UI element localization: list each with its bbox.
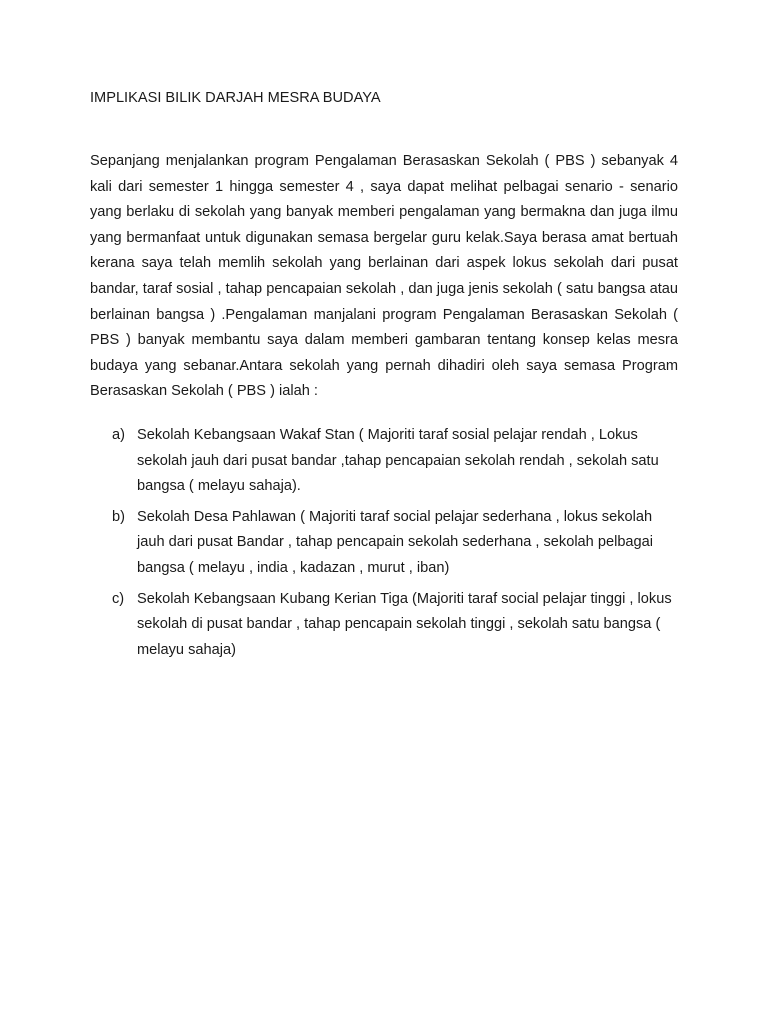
list-marker: a) bbox=[112, 427, 125, 443]
list-item-text: Sekolah Kebangsaan Wakaf Stan ( Majoriti taraf sosial pelajar rendah , Lokus sekolah jauh dari pusat bandar ,tahap pencapaian sekolah rendah , sekolah satu bangsa ( melayu sahaja). bbox=[137, 427, 659, 495]
list-item bbox=[90, 423, 680, 500]
list-marker: b) bbox=[112, 508, 125, 525]
list-marker: c) bbox=[112, 590, 125, 607]
document-title: IMPLIKASI BILIK DARJAH MESRA BUDAYA bbox=[90, 90, 381, 106]
list-item bbox=[90, 587, 680, 664]
intro-paragraph: Sepanjang menjalankan program Pengalaman Berasaskan Sekolah ( PBS ) sebanyak 4 kali dari semester 1 hingga semester 4 , saya dapat melihat pelbagai senario - senario yang berlaku di sekolah yang banyak memberi pengalaman yang bermakna dan juga ilmu yang bermanfaat untuk digunakan semasa bergelar guru kelak.Saya berasa amat bertuah kerana saya telah memlih sekolah yang berlainan dari aspek lokus sekolah dari pusat bandar, taraf sosial , tahap pencapaian sekolah , dan juga jenis sekolah ( satu bangsa atau berlainan bangsa ) .Pengalaman manjalani program Pengalaman Berasaskan Sekolah ( PBS ) banyak membantu saya dalam memberi gambaran tentang konsep kelas mesra budaya yang sebanar.Antara sekolah yang pernah dihadiri oleh saya semasa Program Berasaskan Sekolah ( PBS ) ialah : bbox=[90, 153, 678, 400]
list-item bbox=[90, 505, 680, 582]
school-list bbox=[90, 423, 680, 668]
list-item-text: Sekolah Desa Pahlawan ( Majoriti taraf social pelajar sederhana , lokus sekolah jauh dari pusat Bandar , tahap pencapain sekolah sederhana , sekolah pelbagai bangsa ( melayu , india , kadazan , murut , iban) bbox=[137, 508, 654, 576]
list-item-text: Sekolah Kebangsaan Kubang Kerian Tiga (Majoriti taraf social pelajar tinggi , lokus sekolah di pusat bandar , tahap pencapain sekolah tinggi , sekolah satu bangsa ( melayu sahaja) bbox=[137, 590, 672, 658]
